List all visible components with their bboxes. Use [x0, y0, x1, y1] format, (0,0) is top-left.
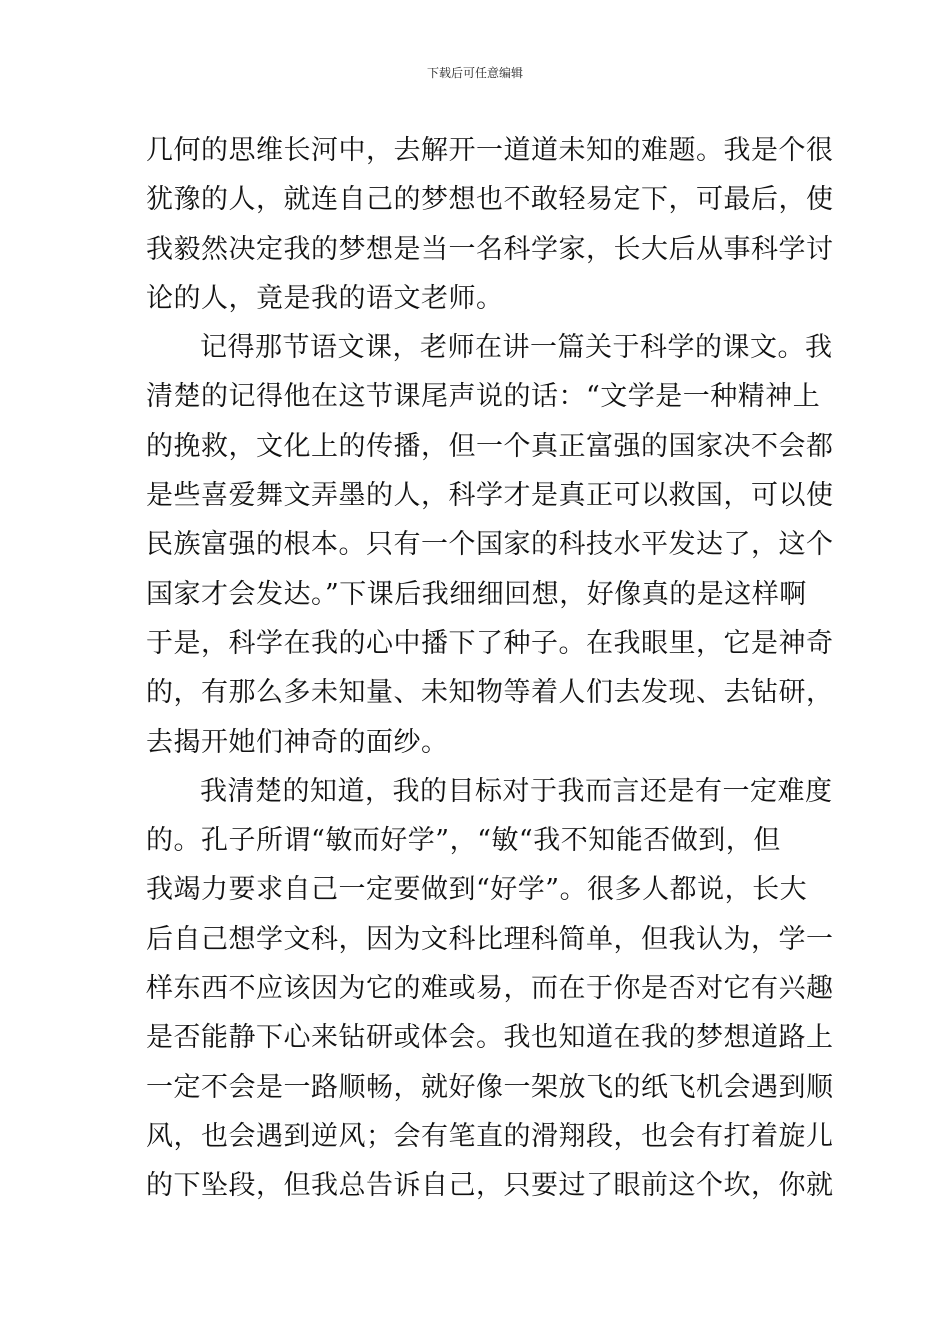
text-line: 犹豫的人，就连自己的梦想也不敢轻易定下，可最后，使 [146, 184, 834, 216]
page-header: 下载后可任意编辑 [426, 66, 523, 80]
text-line: 样东西不应该因为它的难或易，而在于你是否对它有兴趣 [146, 973, 834, 1005]
text-line: 一定不会是一路顺畅，就好像一架放飞的纸飞机会遇到顺 [146, 1071, 834, 1103]
text-line: 是些喜爱舞文弄墨的人，科学才是真正可以救国，可以使 [146, 480, 834, 512]
text-line: 论的人，竟是我的语文老师。 [146, 282, 504, 314]
text-line: 我毅然决定我的梦想是当一名科学家，长大后从事科学讨 [146, 233, 834, 265]
text-line: 于是，科学在我的心中播下了种子。在我眼里，它是神奇 [146, 627, 834, 659]
text-line: 记得那节语文课，老师在讲一篇关于科学的课文。我 [200, 332, 833, 364]
paragraph-2 [146, 323, 834, 767]
text-line: 风，也会遇到逆风；会有笔直的滑翔段，也会有打着旋儿 [146, 1120, 834, 1152]
text-line: 去揭开她们神奇的面纱。 [146, 726, 449, 758]
text-line: 的挽救，文化上的传播，但一个真正富强的国家决不会都 [146, 430, 834, 462]
text-line: 的下坠段，但我总告诉自己，只要过了眼前这个坎，你就 [146, 1170, 834, 1202]
paragraph-1 [146, 126, 834, 323]
text-line: 的。孔子所谓“敏而好学”，“敏“我不知能否做到，但 [146, 825, 781, 857]
text-line: 清楚的记得他在这节课尾声说的话：“文学是一种精神上 [146, 381, 821, 413]
text-line: 后自己想学文科，因为文科比理科简单，但我认为，学一 [146, 923, 834, 955]
text-line: 几何的思维长河中，去解开一道道未知的难题。我是个很 [146, 135, 834, 166]
text-line: 我竭力要求自己一定要做到“好学”。很多人都说，长大 [146, 874, 808, 906]
text-line: 民族富强的根本。只有一个国家的科技水平发达了，这个 [146, 529, 834, 561]
paragraph-3 [146, 767, 834, 1211]
text-line: 国家才会发达。”下课后我细细回想，好像真的是这样啊 [146, 578, 807, 610]
text-line: 我清楚的知道，我的目标对于我而言还是有一定难度 [200, 775, 833, 807]
text-line: 的，有那么多未知量、未知物等着人们去发现、去钻研， [146, 677, 834, 709]
document-body [146, 126, 834, 1211]
text-line: 是否能静下心来钻研或体会。我也知道在我的梦想道路上 [146, 1022, 834, 1054]
